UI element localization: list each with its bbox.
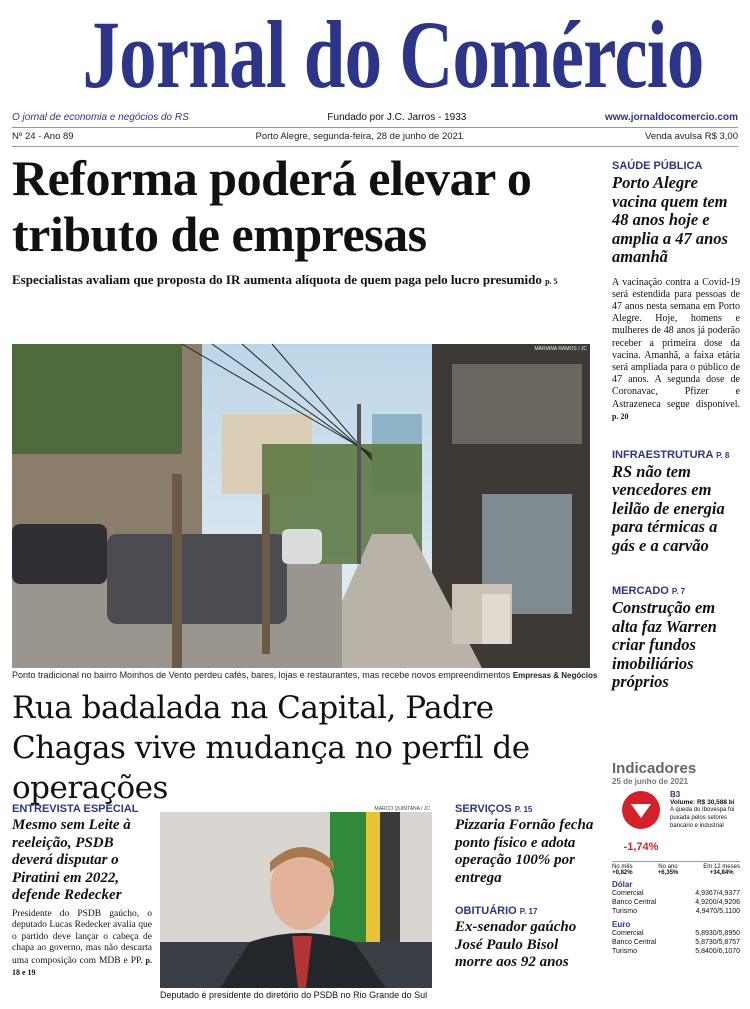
- currency-row: [612, 889, 740, 898]
- story-body-text: A vacinação contra a Covid-19 será estendida para pessoas de 47 anos nesta semana em Porto Alegre. Hoje, homens e mulheres de 48 anos já poderão receber a primeira dose da vacina. Amanhã, a faixa etária será ampliada para o público de 47 anos. A segunda dose de Coronavac, Pfizer e Astrazeneca segue disponível.: [612, 276, 740, 410]
- price: Venda avulsa R$ 3,00: [645, 131, 738, 142]
- period-value: +6,35%: [657, 870, 679, 876]
- sidebar: [612, 160, 740, 692]
- story-headline[interactable]: Ex-senador gaúcho José Paulo Bisol morre aos 92 anos: [455, 919, 577, 970]
- b3-change-block: [612, 790, 670, 853]
- page-ref: P. 17: [519, 907, 538, 916]
- lead-headline[interactable]: Reforma poderá elevar o tributo de empresas: [12, 150, 532, 262]
- down-arrow-icon: [621, 790, 661, 830]
- street-scene-image: [12, 344, 590, 668]
- story-kicker: [612, 449, 740, 461]
- b3-change: -1,74%: [623, 841, 659, 853]
- dateline: Porto Alegre, segunda-feira, 28 de junho de 2021: [255, 131, 464, 142]
- row-value: 5,8400/6,1070: [695, 948, 740, 955]
- caption-text: Ponto tradicional no bairro Moinhos de Vento perdeu cafés, bares, lojas e restaurantes, mas recebe novos empreendimentos: [12, 670, 511, 680]
- story-headline[interactable]: Construção em alta faz Warren criar fundos imobiliários próprios: [612, 598, 717, 692]
- photo-credit: MARCO QUINTANA / JC: [374, 806, 430, 812]
- caption-section: Empresas & Negócios: [512, 671, 598, 680]
- tagline: O jornal de economia e negócios do RS: [12, 112, 189, 123]
- period-label: No ano: [658, 864, 678, 870]
- divider: [12, 127, 738, 128]
- story-headline[interactable]: RS não tem vencedores em leilão de energia para térmicas a gás e a carvão: [612, 461, 725, 555]
- kicker-label: OBITUÁRIO: [455, 905, 517, 917]
- lead-sub-text: Especialistas avaliam que proposta do IR aumenta alíquota de quem paga pelo lucro presumido: [12, 272, 542, 287]
- secondary-headline[interactable]: Rua badalada na Capital, Padre Chagas vive mudança no perfil de operações: [12, 690, 530, 806]
- story-kicker: [612, 585, 740, 597]
- period-value: +0,82%: [612, 870, 633, 876]
- interview-photo: [160, 806, 432, 988]
- period-cell: [703, 864, 740, 876]
- currency-row: [612, 907, 740, 916]
- newspaper-title[interactable]: Jornal do Comércio: [82, 1, 704, 108]
- kicker-label: INFRAESTRUTURA: [612, 448, 714, 461]
- services-story: [455, 803, 595, 887]
- photo-caption: [12, 670, 598, 680]
- b3-block: [612, 790, 740, 853]
- row-label: Comercial: [612, 930, 644, 937]
- story-kicker: [455, 905, 595, 917]
- currency-group-name: Dólar: [612, 880, 633, 889]
- sidebar-story: [612, 449, 740, 556]
- b3-volume: Volume: R$ 30,588 bi: [670, 799, 735, 806]
- row-value: 4,9200/4,9206: [695, 899, 740, 906]
- photo-caption: Deputado é presidente do diretório do PSDB no Rio Grande do Sul: [160, 990, 428, 1000]
- founded-note: Fundado por J.C. Jarros - 1933: [327, 112, 467, 123]
- story-kicker: SAÚDE PÚBLICA: [612, 160, 703, 172]
- currency-group-name: Euro: [612, 920, 631, 929]
- kicker-label: MERCADO: [612, 585, 669, 598]
- row-label: Banco Central: [612, 899, 657, 906]
- photo-credit: MARIANA RAMOS / JC: [534, 346, 587, 352]
- row-label: Turismo: [612, 908, 638, 915]
- period-table: [612, 861, 740, 876]
- portrait-image: [160, 812, 432, 988]
- page-ref: p. 5: [545, 277, 558, 286]
- story-headline[interactable]: Porto Alegre vacina quem tem 48 anos hoje e amplia a 47 anos amanhã: [612, 173, 728, 266]
- lead-story: [12, 150, 590, 288]
- b3-details: [670, 790, 740, 853]
- divider: [12, 146, 738, 147]
- issue-number: Nº 24 - Ano 89: [12, 131, 74, 142]
- indicators-box: [612, 760, 740, 956]
- period-cell: [658, 864, 679, 876]
- row-value: 5,8930/5,8950: [695, 930, 740, 937]
- row-value: 4,9470/5,1100: [695, 908, 740, 915]
- interview-story: [12, 803, 152, 980]
- period-value: +34,84%: [709, 870, 734, 876]
- lead-subheadline: [12, 272, 590, 288]
- currency-row: [612, 898, 740, 907]
- story-body: [612, 277, 740, 423]
- masthead-meta-bottom: [12, 131, 738, 145]
- currency-row: [612, 947, 740, 956]
- page-ref: P. 15: [514, 805, 533, 814]
- row-label: Turismo: [612, 948, 638, 955]
- story-body-text: Presidente do PSDB gaúcho, o deputado Lucas Redecker avalia que o partido deve lançar o cabeça de chapa ao governo, mas não descarta uma composição com MDB e PP.: [12, 908, 152, 966]
- sidebar-story: [612, 160, 740, 423]
- story-kicker: [455, 803, 595, 815]
- sidebar-story: [612, 585, 740, 692]
- b3-text: A queda do Ibovespa foi puxada pelos setores bancário e industrial: [670, 807, 735, 829]
- row-value: 4,9367/4,9377: [695, 890, 740, 897]
- period-label: No mês: [612, 864, 633, 870]
- bottom-middle-stories: [455, 803, 595, 972]
- masthead-meta-top: [12, 112, 738, 126]
- story-kicker: ENTREVISTA ESPECIAL: [12, 803, 139, 815]
- b3-label: B3: [670, 790, 681, 799]
- row-label: Banco Central: [612, 939, 657, 946]
- website-link[interactable]: www.jornaldocomercio.com: [605, 112, 738, 123]
- currency-row: [612, 929, 740, 938]
- story-body: [12, 909, 152, 980]
- row-value: 5,8730/5,8757: [695, 939, 740, 946]
- page-ref: P. 8: [716, 450, 730, 460]
- story-headline[interactable]: Mesmo sem Leite à reeleição, PSDB deverá disputar o Piratini em 2022, defende Redecker: [12, 817, 131, 903]
- lead-photo: [12, 344, 590, 668]
- kicker-label: SERVIÇOS: [455, 803, 512, 815]
- page-ref: p. 18 e 19: [12, 955, 152, 977]
- period-cell: [612, 864, 633, 876]
- currency-row: [612, 938, 740, 947]
- page-ref: p. 20: [612, 411, 629, 421]
- masthead: [0, 0, 750, 110]
- story-headline[interactable]: Pizzaria Fornão fecha ponto físico e adota operação 100% por entrega: [455, 817, 594, 886]
- obit-story: [455, 905, 595, 972]
- row-label: Comercial: [612, 890, 644, 897]
- indicators-title: Indicadores: [612, 760, 697, 777]
- page-ref: P. 7: [671, 587, 686, 597]
- indicators-date: 25 de junho de 2021: [612, 777, 689, 786]
- period-label: Em 12 meses: [703, 864, 740, 870]
